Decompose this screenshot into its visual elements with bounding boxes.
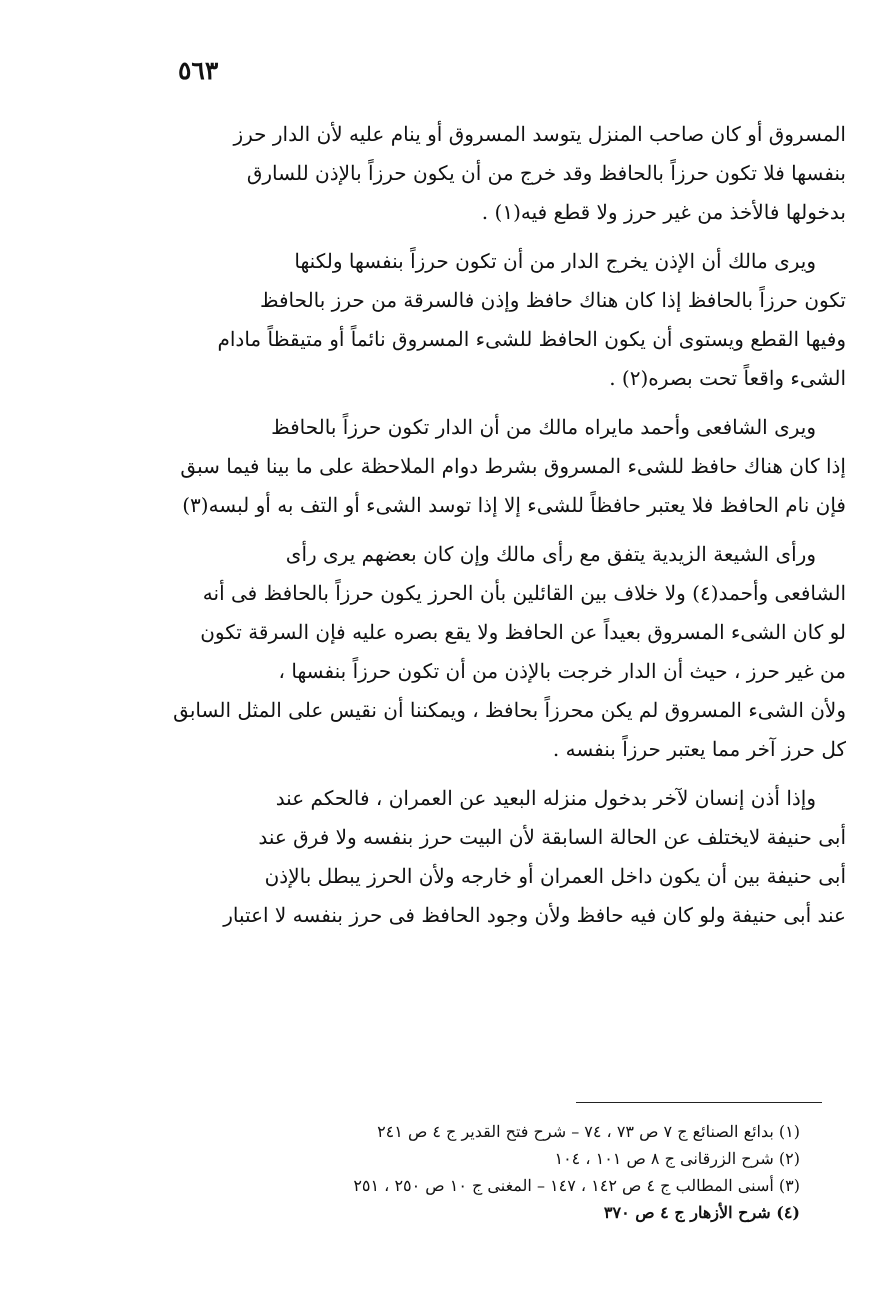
text-line: أبى حنيفة لايختلف عن الحالة السابقة لأن البيت حرز بنفسه ولا فرق عند — [258, 825, 846, 849]
body-text — [120, 115, 846, 945]
text-line: كل حرز آخر مما يعتبر حرزاً بنفسه . — [552, 737, 846, 761]
footnote-3: (٣) أسنى المطالب ج ٤ ص ١٤٢ ، ١٤٧ – المغنى ج ١٠ ص ٢٥٠ ، ٢٥١ — [353, 1176, 800, 1195]
footnotes — [200, 1118, 800, 1226]
paragraph-5 — [120, 779, 846, 935]
text-line: من غير حرز ، حيث أن الدار خرجت بالإذن من أن تكون حرزاً بنفسها ، — [278, 659, 846, 683]
page-number: ٥٦٣ — [178, 56, 219, 85]
text-line: أبى حنيفة بين أن يكون داخل العمران أو خارجه ولأن الحرز يبطل بالإذن — [264, 864, 846, 888]
footnote-4: (٤) شرح الأزهار ج ٤ ص ٣٧٠ — [603, 1203, 800, 1222]
text-line: فإن نام الحافظ فلا يعتبر حافظاً للشىء إلا إذا توسد الشىء أو التف به أو لبسه(٣) — [182, 493, 846, 517]
text-line: عند أبى حنيفة ولو كان فيه حافظ ولأن وجود الحافظ فى حرز بنفسه لا اعتبار — [223, 903, 846, 927]
footnote-2: (٢) شرح الزرقانى ج ٨ ص ١٠١ ، ١٠٤ — [554, 1149, 800, 1168]
paragraph-4 — [120, 535, 846, 769]
text-line: ويرى مالك أن الإذن يخرج الدار من أن تكون حرزاً بنفسها ولكنها — [294, 249, 816, 273]
text-line: الشىء واقعاً تحت بصره(٢) . — [609, 366, 846, 390]
text-line: ورأى الشيعة الزيدية يتفق مع رأى مالك وإن كان بعضهم يرى رأى — [285, 542, 816, 566]
paragraph-3 — [120, 408, 846, 525]
paragraph-1 — [120, 115, 846, 232]
text-line: الشافعى وأحمد(٤) ولا خلاف بين القائلين بأن الحرز يكون حرزاً بالحافظ فى أنه — [202, 581, 846, 605]
text-line: المسروق أو كان صاحب المنزل يتوسد المسروق أو ينام عليه لأن الدار حرز — [233, 122, 846, 146]
footnote-divider — [576, 1102, 822, 1103]
text-line: ويرى الشافعى وأحمد مايراه مالك من أن الدار تكون حرزاً بالحافظ — [271, 415, 816, 439]
text-line: بنفسها فلا تكون حرزاً بالحافظ وقد خرج من أن يكون حرزاً بالإذن للسارق — [246, 161, 846, 185]
text-line: بدخولها فالأخذ من غير حرز ولا قطع فيه(١) . — [481, 200, 846, 224]
text-line: وفيها القطع ويستوى أن يكون الحافظ للشىء المسروق نائماً أو متيقظاً مادام — [217, 327, 846, 351]
text-line: تكون حرزاً بالحافظ إذا كان هناك حافظ وإذن فالسرقة من حرز بالحافظ — [260, 288, 846, 312]
text-line: إذا كان هناك حافظ للشىء المسروق بشرط دوام الملاحظة على ما بينا فيما سبق — [180, 454, 846, 478]
text-line: لو كان الشىء المسروق بعيداً عن الحافظ ولا يقع بصره عليه فإن السرقة تكون — [200, 620, 846, 644]
paragraph-2 — [120, 242, 846, 398]
footnote-1: (١) بدائع الصنائع ج ٧ ص ٧٣ ، ٧٤ – شرح فتح القدير ج ٤ ص ٢٤١ — [377, 1122, 800, 1141]
text-line: ولأن الشىء المسروق لم يكن محرزاً بحافظ ، ويمكننا أن نقيس على المثل السابق — [173, 698, 846, 722]
text-line: وإذا أذن إنسان لآخر بدخول منزله البعيد عن العمران ، فالحكم عند — [275, 786, 816, 810]
